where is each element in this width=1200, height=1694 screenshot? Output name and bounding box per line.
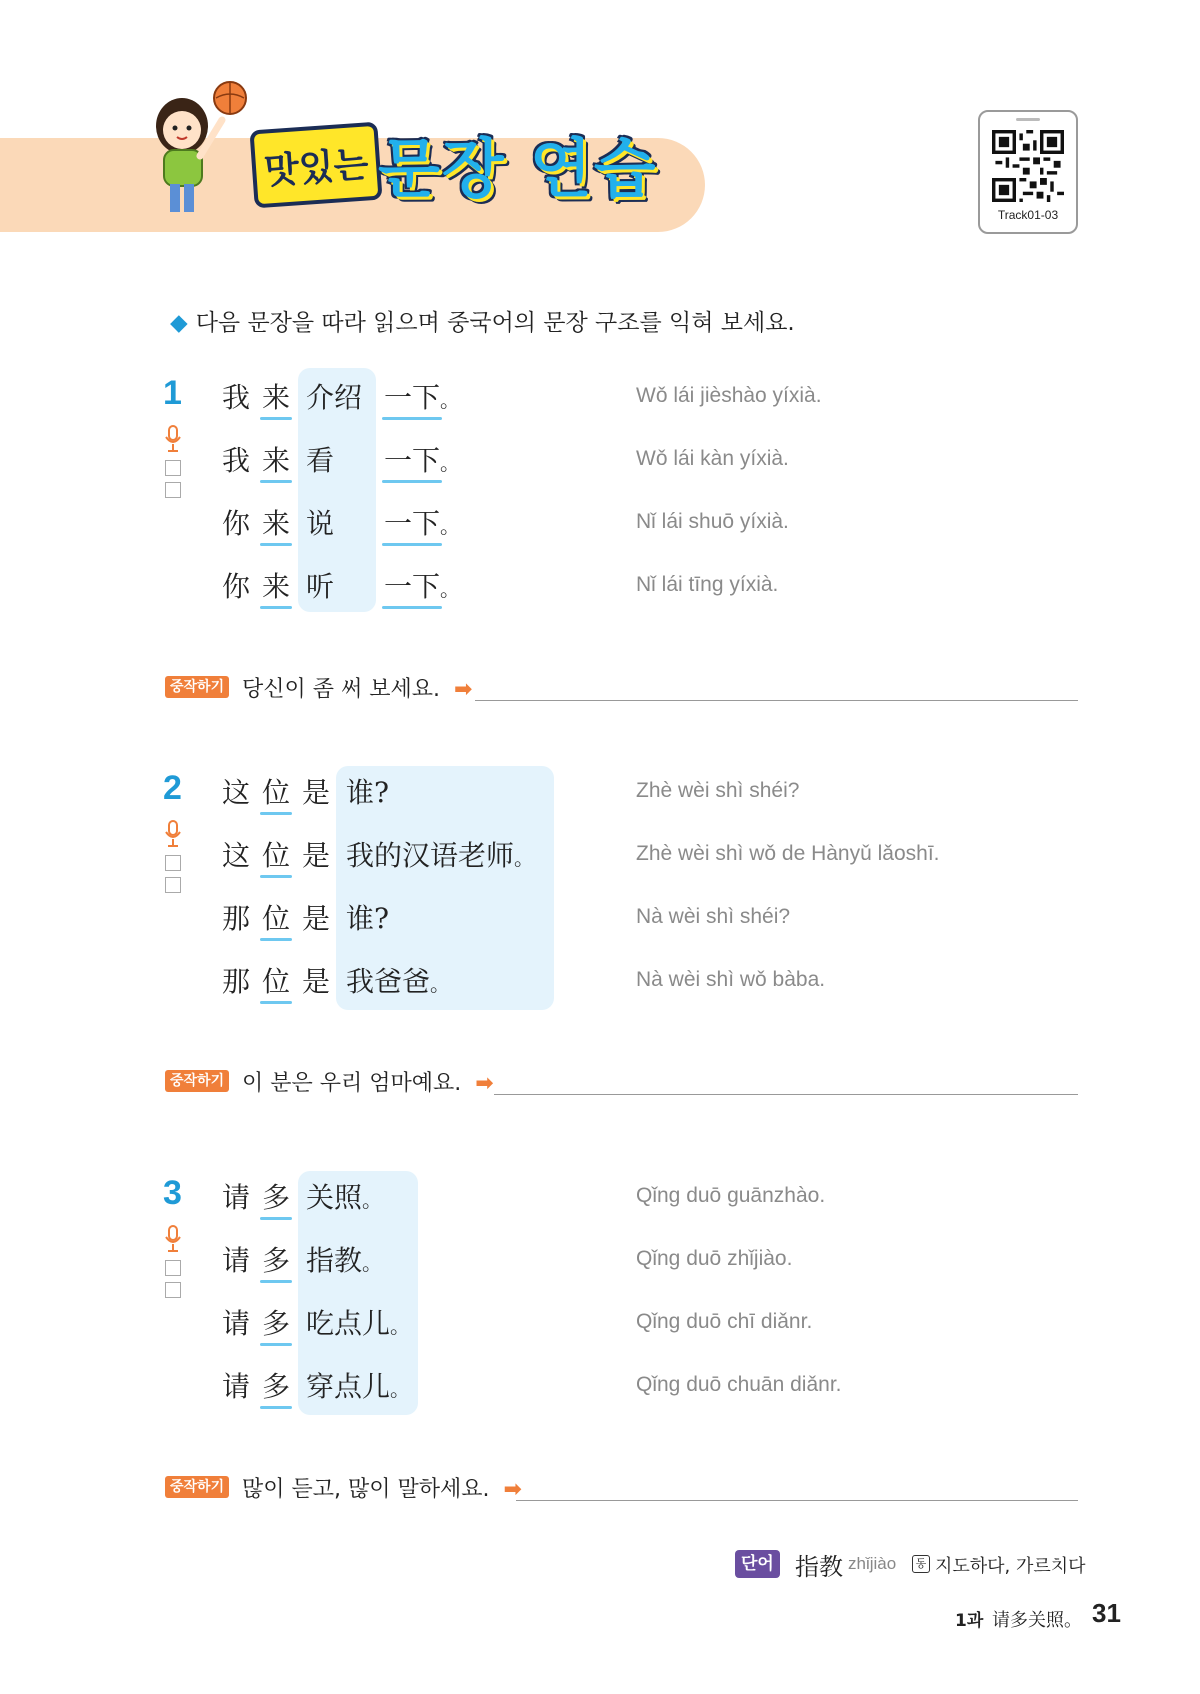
sentence-verb xyxy=(262,565,290,605)
sentence-object xyxy=(306,1302,410,1342)
sentence-verb xyxy=(262,1176,290,1216)
sentence-copula-text: 是 xyxy=(302,839,331,872)
sentence-object xyxy=(346,960,450,1000)
section-number: 3 xyxy=(163,1174,182,1212)
sentence-verb xyxy=(262,502,290,542)
practice-checkbox[interactable] xyxy=(165,1282,181,1298)
sentence-subject-text: 我 xyxy=(222,381,251,414)
pinyin-text: Qǐng duō zhǐjiào. xyxy=(636,1247,793,1270)
sentence-verb-text: 来 xyxy=(262,565,290,605)
audio-track-qr[interactable] xyxy=(978,110,1078,234)
sentence-complement-text: 一下 xyxy=(384,439,440,479)
sentence-object-text: 我的汉语老师 xyxy=(346,839,515,872)
badge-notch xyxy=(1016,118,1040,121)
sentence-subject-text: 请 xyxy=(222,1244,251,1277)
sentence-verb-text: 多 xyxy=(262,1302,290,1342)
sentence-verb-text: 位 xyxy=(262,771,290,811)
sentence-complement xyxy=(384,376,460,416)
sentence-punct: 。 xyxy=(440,514,461,538)
composition-prompt xyxy=(242,1066,494,1097)
section-number: 2 xyxy=(163,769,182,807)
sentence-copula xyxy=(302,897,330,937)
composition-badge: 중작하기 xyxy=(165,1070,229,1092)
sentence-object xyxy=(346,771,389,811)
composition-badge: 중작하기 xyxy=(165,676,229,698)
sentence-subject xyxy=(222,771,250,811)
answer-line[interactable] xyxy=(516,1500,1078,1501)
sentence-copula xyxy=(302,771,330,811)
sentence-object-text: 谁? xyxy=(346,902,390,935)
sentence-subject-text: 那 xyxy=(222,965,251,998)
sentence-verb-text: 多 xyxy=(262,1365,290,1405)
sentence-verb-text: 多 xyxy=(262,1239,290,1279)
pinyin-text: Nà wèi shì wǒ bàba. xyxy=(636,968,826,991)
sentence-subject-text: 这 xyxy=(222,776,251,809)
composition-text: 많이 듣고, 많이 말하세요. xyxy=(242,1477,490,1502)
pinyin-text: Qǐng duō chuān diǎnr. xyxy=(636,1373,842,1396)
sentence-copula xyxy=(302,960,330,1000)
sentence-verb xyxy=(262,834,290,874)
sentence-object-text: 穿点儿 xyxy=(306,1370,391,1403)
composition-prompt xyxy=(242,672,472,703)
sentence-verb-text: 位 xyxy=(262,897,290,937)
arrow-right-icon: ➡ xyxy=(475,1071,494,1096)
arrow-right-icon: ➡ xyxy=(454,677,473,702)
sentence-object xyxy=(306,439,334,479)
sentence-punct: 。 xyxy=(440,388,461,412)
answer-line[interactable] xyxy=(494,1094,1078,1095)
sentence-verb xyxy=(262,1239,290,1279)
sentence-object-text: 吃点儿 xyxy=(306,1307,391,1340)
sentence-object-text: 听 xyxy=(306,570,335,603)
sentence-complement-text: 一下 xyxy=(384,376,440,416)
footer-lesson: 1과 xyxy=(955,1611,984,1631)
composition-text: 당신이 좀 써 보세요. xyxy=(242,677,440,702)
sentence-subject xyxy=(222,439,250,479)
sentence-verb-text: 位 xyxy=(262,834,290,874)
sentence-verb-text: 来 xyxy=(262,376,290,416)
sentence-object xyxy=(306,1365,410,1405)
sentence-verb-text: 位 xyxy=(262,960,290,1000)
sentence-subject-text: 那 xyxy=(222,902,251,935)
sentence-verb xyxy=(262,960,290,1000)
sentence-verb-text: 多 xyxy=(262,1176,290,1216)
footer-lesson-title: 请多关照。 xyxy=(992,1610,1082,1631)
sentence-object xyxy=(306,1239,382,1279)
sentence-subject xyxy=(222,1239,250,1279)
pinyin-text: Nǐ lái shuō yíxià. xyxy=(636,510,789,533)
sentence-copula-text: 是 xyxy=(302,902,331,935)
microphone-icon[interactable] xyxy=(164,820,182,848)
pinyin-text: Wǒ lái jièshào yíxià. xyxy=(636,384,822,407)
arrow-right-icon: ➡ xyxy=(503,1477,522,1502)
sentence-subject-text: 你 xyxy=(222,507,251,540)
sentence-subject xyxy=(222,1302,250,1342)
sentence-copula-text: 是 xyxy=(302,965,331,998)
sentence-verb-text: 来 xyxy=(262,502,290,542)
sentence-punct: 。 xyxy=(390,1377,411,1401)
sentence-object-text: 说 xyxy=(306,507,335,540)
sentence-object-text: 关照 xyxy=(306,1181,363,1214)
sentence-subject xyxy=(222,376,250,416)
sentence-subject-text: 你 xyxy=(222,570,251,603)
composition-text: 이 분은 우리 엄마예요. xyxy=(242,1071,462,1096)
title-small: 맛있는 xyxy=(249,122,382,209)
sentence-punct: 。 xyxy=(362,1251,383,1275)
sentence-verb xyxy=(262,376,290,416)
sentence-punct: 。 xyxy=(362,1188,383,1212)
sentence-subject xyxy=(222,897,250,937)
answer-line[interactable] xyxy=(475,700,1078,701)
pinyin-text: Nǐ lái tīng yíxià. xyxy=(636,573,779,596)
sentence-subject xyxy=(222,1365,250,1405)
microphone-icon[interactable] xyxy=(164,425,182,453)
pinyin-text: Nà wèi shì shéi? xyxy=(636,905,791,928)
sentence-verb xyxy=(262,1302,290,1342)
qr-code-icon xyxy=(992,130,1064,202)
sentence-verb xyxy=(262,897,290,937)
sentence-object xyxy=(346,834,534,874)
sentence-punct: 。 xyxy=(430,972,451,996)
sentence-object xyxy=(306,1176,382,1216)
page-number: 31 xyxy=(1092,1598,1121,1628)
practice-checkbox[interactable] xyxy=(165,877,181,893)
sentence-verb xyxy=(262,439,290,479)
vocab-definition: 지도하다, 가르치다 xyxy=(935,1556,1086,1577)
diamond-icon: ◆ xyxy=(170,310,188,336)
pinyin-text: Qǐng duō guānzhào. xyxy=(636,1184,826,1207)
track-label: Track01-03 xyxy=(997,208,1059,222)
sentence-complement xyxy=(384,565,460,605)
sentence-punct: 。 xyxy=(440,451,461,475)
pinyin-text: Zhè wèi shì wǒ de Hànyǔ lǎoshī. xyxy=(636,842,940,865)
microphone-icon[interactable] xyxy=(164,1225,182,1253)
vocab-badge: 단어 xyxy=(735,1550,780,1578)
sentence-complement-text: 一下 xyxy=(384,565,440,605)
sentence-copula-text: 是 xyxy=(302,776,331,809)
sentence-object-text: 看 xyxy=(306,444,335,477)
sentence-punct: 。 xyxy=(514,846,535,870)
sentence-object xyxy=(306,376,362,416)
practice-checkbox[interactable] xyxy=(165,460,181,476)
sentence-subject xyxy=(222,565,250,605)
instruction-text: 다음 문장을 따라 읽으며 중국어의 문장 구조를 익혀 보세요. xyxy=(195,310,795,336)
pinyin-text: Zhè wèi shì shéi? xyxy=(636,779,800,802)
sentence-verb xyxy=(262,771,290,811)
sentence-subject xyxy=(222,834,250,874)
sentence-object-text: 指教 xyxy=(306,1244,363,1277)
sentence-copula xyxy=(302,834,330,874)
sentence-object-text: 谁? xyxy=(346,776,390,809)
sentence-subject-text: 请 xyxy=(222,1181,251,1214)
practice-checkbox[interactable] xyxy=(165,855,181,871)
sentence-subject xyxy=(222,1176,250,1216)
sentence-complement-text: 一下 xyxy=(384,502,440,542)
vocab-pos-badge: 동 xyxy=(912,1555,930,1573)
instruction xyxy=(170,304,795,337)
composition-badge: 중작하기 xyxy=(165,1476,229,1498)
sentence-complement xyxy=(384,502,460,542)
sentence-object xyxy=(306,502,334,542)
sentence-subject-text: 请 xyxy=(222,1307,251,1340)
sentence-subject xyxy=(222,502,250,542)
sentence-object-text: 介绍 xyxy=(306,381,363,414)
vocab-word: 指教 xyxy=(795,1553,843,1581)
sentence-verb-text: 来 xyxy=(262,439,290,479)
sentence-subject xyxy=(222,960,250,1000)
sentence-object-text: 我爸爸 xyxy=(346,965,431,998)
practice-checkbox[interactable] xyxy=(165,1260,181,1276)
sentence-verb xyxy=(262,1365,290,1405)
girl-illustration-icon xyxy=(150,80,250,220)
pinyin-text: Wǒ lái kàn yíxià. xyxy=(636,447,789,470)
sentence-punct: 。 xyxy=(390,1314,411,1338)
sentence-object xyxy=(306,565,334,605)
composition-prompt xyxy=(242,1472,522,1503)
practice-checkbox[interactable] xyxy=(165,482,181,498)
page-title: 문장 연습 xyxy=(378,133,658,207)
sentence-subject-text: 我 xyxy=(222,444,251,477)
sentence-object xyxy=(346,897,389,937)
sentence-punct: 。 xyxy=(440,577,461,601)
section-number: 1 xyxy=(163,374,182,412)
vocab-pinyin: zhǐjiào xyxy=(848,1554,897,1573)
sentence-subject-text: 请 xyxy=(222,1370,251,1403)
sentence-subject-text: 这 xyxy=(222,839,251,872)
pinyin-text: Qǐng duō chī diǎnr. xyxy=(636,1310,813,1333)
sentence-complement xyxy=(384,439,460,479)
